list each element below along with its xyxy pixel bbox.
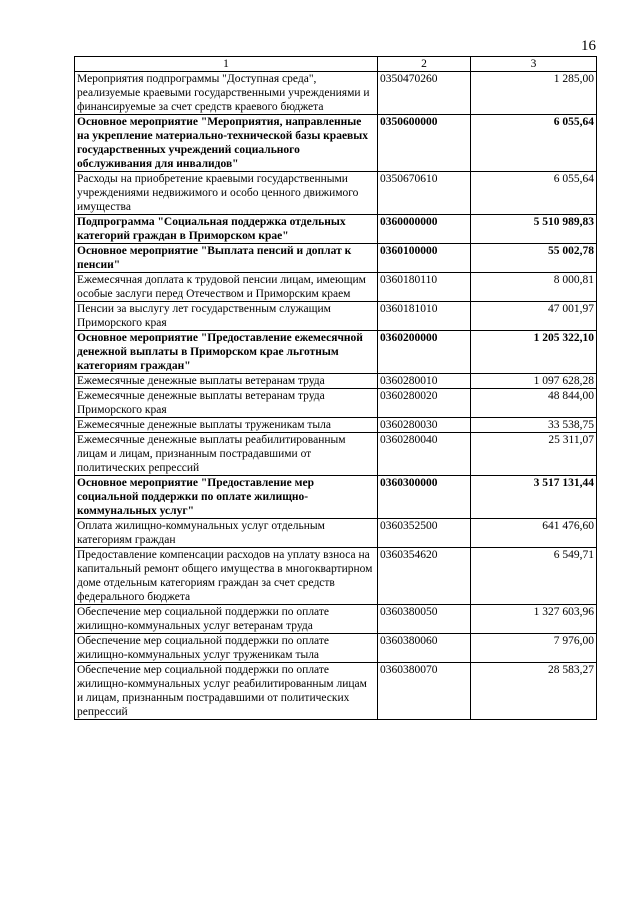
row-code-cell: 0360200000 xyxy=(378,331,471,374)
row-code-cell: 0360180110 xyxy=(378,273,471,302)
table-row xyxy=(75,172,597,215)
table-row xyxy=(75,72,597,115)
row-name-cell: Мероприятия подпрограммы "Доступная среда", реализуемые краевыми государственными учреждениями и финансируемые за счет средств краевого бюджета xyxy=(75,72,378,115)
row-code-cell: 0350670610 xyxy=(378,172,471,215)
row-amount-cell: 6 055,64 xyxy=(471,115,597,172)
row-name-cell: Ежемесячная доплата к трудовой пенсии лицам, имеющим особые заслуги перед Отечеством и Приморским краем xyxy=(75,273,378,302)
row-amount-cell: 47 001,97 xyxy=(471,302,597,331)
row-code-cell: 0360300000 xyxy=(378,476,471,519)
column-header-name: 1 xyxy=(75,57,378,72)
row-code-cell: 0360181010 xyxy=(378,302,471,331)
row-amount-cell: 1 097 628,28 xyxy=(471,374,597,389)
row-name-cell: Ежемесячные денежные выплаты реабилитированным лицам и лицам, признанным пострадавшими от политических репрессий xyxy=(75,433,378,476)
table-body xyxy=(75,72,597,720)
row-code-cell: 0360352500 xyxy=(378,519,471,548)
table-row xyxy=(75,548,597,605)
table-row xyxy=(75,433,597,476)
row-name-cell: Обеспечение мер социальной поддержки по оплате жилищно-коммунальных услуг ветеранам труда xyxy=(75,605,378,634)
column-header-code: 2 xyxy=(378,57,471,72)
row-amount-cell: 33 538,75 xyxy=(471,418,597,433)
row-name-cell: Основное мероприятие "Выплата пенсий и доплат к пенсии" xyxy=(75,244,378,273)
table-row xyxy=(75,331,597,374)
table-row xyxy=(75,273,597,302)
row-name-cell: Расходы на приобретение краевыми государственными учреждениями недвижимого и особо ценного движимого имущества xyxy=(75,172,378,215)
table-row xyxy=(75,302,597,331)
row-name-cell: Обеспечение мер социальной поддержки по оплате жилищно-коммунальных услуг труженикам тыла xyxy=(75,634,378,663)
row-code-cell: 0350470260 xyxy=(378,72,471,115)
row-name-cell: Ежемесячные денежные выплаты труженикам тыла xyxy=(75,418,378,433)
table-row xyxy=(75,663,597,720)
row-amount-cell: 48 844,00 xyxy=(471,389,597,418)
row-code-cell: 0360280010 xyxy=(378,374,471,389)
row-amount-cell: 6 055,64 xyxy=(471,172,597,215)
row-name-cell: Основное мероприятие "Предоставление ежемесячной денежной выплаты в Приморском крае льготным категориям граждан" xyxy=(75,331,378,374)
row-code-cell: 0360280040 xyxy=(378,433,471,476)
column-header-amount: 3 xyxy=(471,57,597,72)
row-code-cell: 0360380070 xyxy=(378,663,471,720)
row-amount-cell: 1 285,00 xyxy=(471,72,597,115)
table-header-row xyxy=(75,57,597,72)
row-amount-cell: 8 000,81 xyxy=(471,273,597,302)
row-name-cell: Основное мероприятие "Предоставление мер социальной поддержки по оплате жилищно-коммунальных услуг" xyxy=(75,476,378,519)
table-row xyxy=(75,374,597,389)
page-number: 16 xyxy=(581,38,596,54)
row-amount-cell: 6 549,71 xyxy=(471,548,597,605)
row-code-cell: 0360354620 xyxy=(378,548,471,605)
table-row xyxy=(75,476,597,519)
row-code-cell: 0360100000 xyxy=(378,244,471,273)
row-name-cell: Ежемесячные денежные выплаты ветеранам труда xyxy=(75,374,378,389)
row-name-cell: Пенсии за выслугу лет государственным служащим Приморского края xyxy=(75,302,378,331)
table-row xyxy=(75,244,597,273)
row-amount-cell: 55 002,78 xyxy=(471,244,597,273)
row-amount-cell: 1 205 322,10 xyxy=(471,331,597,374)
row-amount-cell: 3 517 131,44 xyxy=(471,476,597,519)
row-name-cell: Основное мероприятие "Мероприятия, направленные на укрепление материально-технической базы краевых государственных учреждений социального обслуживания для инвалидов" xyxy=(75,115,378,172)
row-code-cell: 0360280030 xyxy=(378,418,471,433)
table-row xyxy=(75,519,597,548)
row-name-cell: Подпрограмма "Социальная поддержка отдельных категорий граждан в Приморском крае" xyxy=(75,215,378,244)
budget-table xyxy=(74,56,597,720)
table-row xyxy=(75,418,597,433)
row-name-cell: Оплата жилищно-коммунальных услуг отдельным категориям граждан xyxy=(75,519,378,548)
row-name-cell: Обеспечение мер социальной поддержки по оплате жилищно-коммунальных услуг реабилитированным лицам и лицам, признанным пострадавшими от политических репрессий xyxy=(75,663,378,720)
row-code-cell: 0360380050 xyxy=(378,605,471,634)
row-amount-cell: 7 976,00 xyxy=(471,634,597,663)
table-row xyxy=(75,634,597,663)
table-row xyxy=(75,115,597,172)
row-amount-cell: 1 327 603,96 xyxy=(471,605,597,634)
row-amount-cell: 25 311,07 xyxy=(471,433,597,476)
row-code-cell: 0350600000 xyxy=(378,115,471,172)
row-code-cell: 0360000000 xyxy=(378,215,471,244)
row-amount-cell: 641 476,60 xyxy=(471,519,597,548)
row-name-cell: Ежемесячные денежные выплаты ветеранам труда Приморского края xyxy=(75,389,378,418)
row-code-cell: 0360380060 xyxy=(378,634,471,663)
table-row xyxy=(75,389,597,418)
table-row xyxy=(75,215,597,244)
row-code-cell: 0360280020 xyxy=(378,389,471,418)
row-amount-cell: 28 583,27 xyxy=(471,663,597,720)
row-name-cell: Предоставление компенсации расходов на уплату взноса на капитальный ремонт общего имущества в многоквартирном доме отдельным категориям граждан за счет средств федерального бюджета xyxy=(75,548,378,605)
row-amount-cell: 5 510 989,83 xyxy=(471,215,597,244)
table-row xyxy=(75,605,597,634)
